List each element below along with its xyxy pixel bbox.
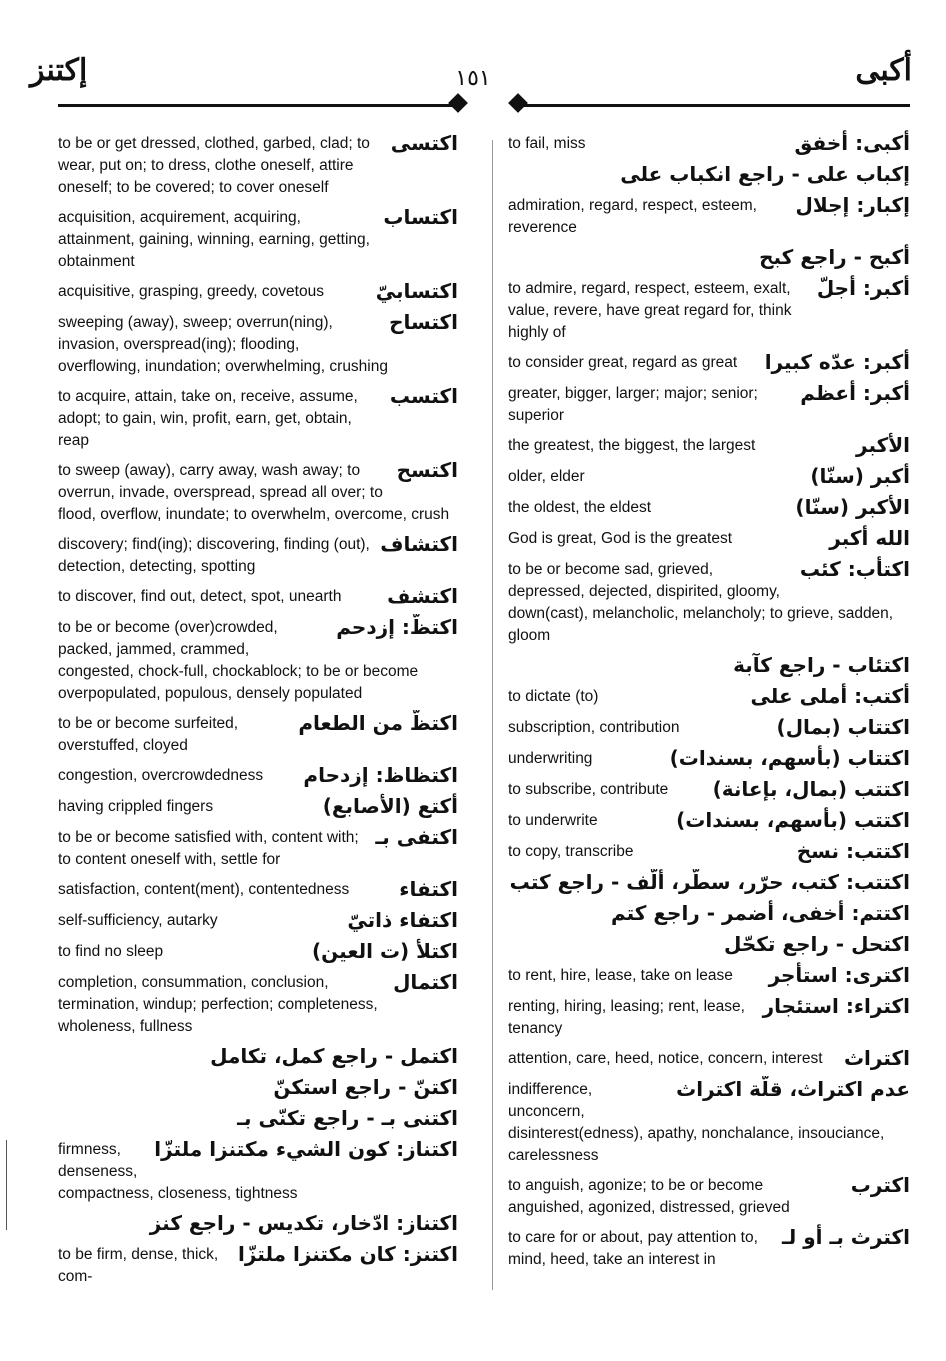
dictionary-entry bbox=[58, 614, 458, 705]
dictionary-entry bbox=[58, 876, 458, 902]
dictionary-entry bbox=[58, 583, 458, 609]
arabic-headword: اكتساح bbox=[389, 310, 458, 334]
arabic-headword: اكتراء: استئجار bbox=[762, 994, 910, 1018]
dictionary-entry bbox=[58, 793, 458, 819]
english-definition: renting, hiring, leasing; rent, lease, tenancy bbox=[508, 998, 745, 1037]
dictionary-entry bbox=[508, 652, 910, 678]
english-definition: to dictate (to) bbox=[508, 688, 599, 705]
english-definition: to be or become sad, grieved, depressed, dejected, dispirited, gloomy, down(cast), melancholic, melancholy; to grieve, sadden, gloom bbox=[508, 561, 894, 644]
arabic-headword: اكتتب (بمال، بإعانة) bbox=[712, 777, 910, 801]
english-definition: indifference, unconcern, disinterest(edness), apathy, nonchalance, insouciance, carelessness bbox=[508, 1081, 885, 1164]
dictionary-entry bbox=[58, 969, 458, 1038]
dictionary-entry bbox=[58, 762, 458, 788]
dictionary-entry bbox=[508, 349, 910, 375]
dictionary-entry bbox=[508, 192, 910, 239]
english-definition: firmness, denseness, compactness, closeness, tightness bbox=[58, 1141, 298, 1202]
header-diamond-right bbox=[508, 93, 528, 113]
dictionary-entry bbox=[508, 161, 910, 187]
dictionary-entry bbox=[508, 1045, 910, 1071]
arabic-headword: اكتفاء bbox=[399, 877, 458, 901]
arabic-headword: اكتحل - راجع تكحّل bbox=[724, 932, 910, 956]
english-definition: the oldest, the eldest bbox=[508, 499, 652, 516]
arabic-headword: اكتشاف bbox=[380, 532, 458, 556]
arabic-headword: عدم اكتراث، قلّة اكتراث bbox=[676, 1077, 910, 1101]
english-definition: to be or become (over)crowded, packed, jammed, crammed, congested, chock-full, chockablock; to be or become overpopulated, populous, densely populated bbox=[58, 619, 419, 702]
dictionary-entry bbox=[508, 380, 910, 427]
english-definition: completion, consummation, conclusion, termination, windup; perfection; completeness, wholeness, fullness bbox=[58, 974, 378, 1035]
dictionary-entry bbox=[508, 463, 910, 489]
arabic-headword: اكتلأ (ت العين) bbox=[312, 939, 458, 963]
english-definition: greater, bigger, larger; major; senior; superior bbox=[508, 385, 758, 424]
english-definition: to underwrite bbox=[508, 812, 598, 829]
english-definition: to be or get dressed, clothed, garbed, clad; to wear, put on; to dress, clothe oneself, attire oneself; to be covered; to cover oneself bbox=[58, 135, 370, 196]
arabic-headword: اكتتب: نسخ bbox=[796, 839, 910, 863]
english-definition: admiration, regard, respect, esteem, reverence bbox=[508, 197, 757, 236]
arabic-headword: اكتسح bbox=[396, 458, 458, 482]
dictionary-entry bbox=[508, 776, 910, 802]
english-definition: to be or become satisfied with, content with; to content oneself with, settle for bbox=[58, 829, 359, 868]
arabic-headword: اكتظّ: إزدحم bbox=[336, 615, 458, 639]
header-rule-right bbox=[512, 104, 910, 107]
english-definition: attention, care, heed, notice, concern, interest bbox=[508, 1050, 823, 1067]
english-definition: congestion, overcrowdedness bbox=[58, 767, 264, 784]
english-definition: acquisitive, grasping, greedy, covetous bbox=[58, 283, 324, 300]
dictionary-entry bbox=[508, 714, 910, 740]
dictionary-entry bbox=[508, 683, 910, 709]
arabic-headword: أكبر: أعظم bbox=[800, 381, 910, 405]
arabic-headword: اكتتب: كتب، حرّر، سطّر، ألّف - راجع كتب bbox=[509, 870, 910, 894]
dictionary-entry bbox=[58, 824, 458, 871]
english-definition: self-sufficiency, autarky bbox=[58, 912, 218, 929]
dictionary-entry bbox=[58, 278, 458, 304]
dictionary-entry bbox=[508, 931, 910, 957]
english-definition: discovery; find(ing); discovering, finding (out), detection, detecting, spotting bbox=[58, 536, 370, 575]
dictionary-entry bbox=[58, 1136, 458, 1205]
arabic-headword: اكتأب: كئب bbox=[799, 557, 910, 581]
arabic-headword: اكترى: استأجر bbox=[768, 963, 910, 987]
dictionary-entry bbox=[58, 938, 458, 964]
arabic-headword: الأكبر (سنّا) bbox=[795, 495, 910, 519]
dictionary-entry bbox=[58, 204, 458, 273]
dictionary-entry bbox=[58, 1210, 458, 1236]
english-definition: the greatest, the biggest, the largest bbox=[508, 437, 756, 454]
dictionary-entry bbox=[58, 1043, 458, 1069]
dictionary-entry bbox=[508, 900, 910, 926]
english-definition: to admire, regard, respect, esteem, exalt, value, revere, have great regard for, think highly of bbox=[508, 280, 792, 341]
arabic-headword: اكتسابيّ bbox=[375, 279, 458, 303]
arabic-headword: اكتراث bbox=[843, 1046, 910, 1070]
arabic-headword: اكتفاء ذاتيّ bbox=[347, 908, 458, 932]
english-definition: having crippled fingers bbox=[58, 798, 214, 815]
page-number: ١٥١ bbox=[455, 66, 491, 91]
arabic-headword: اكتساب bbox=[383, 205, 458, 229]
dictionary-entry bbox=[508, 807, 910, 833]
arabic-headword: الله أكبر bbox=[829, 526, 910, 550]
dictionary-entry bbox=[58, 1105, 458, 1131]
english-definition: to sweep (away), carry away, wash away; to overrun, invade, overspread, spread all over; to flood, overflow, inundate; to overwhelm, overcome, crush bbox=[58, 462, 450, 523]
english-definition: to acquire, attain, take on, receive, assume, adopt; to gain, win, profit, earn, get, obtain, reap bbox=[58, 388, 358, 449]
arabic-headword: اكتنى بـ - راجع تكنّى بـ bbox=[237, 1106, 458, 1130]
arabic-headword: أكبر (سنّا) bbox=[810, 464, 910, 488]
english-definition: to fail, miss bbox=[508, 135, 586, 152]
dictionary-entry bbox=[58, 710, 458, 757]
arabic-headword: اكتظّ من الطعام bbox=[298, 711, 458, 735]
arabic-headword: أكبح - راجع كبح bbox=[759, 245, 910, 269]
arabic-headword: اكتسى bbox=[390, 131, 458, 155]
dictionary-entry bbox=[508, 745, 910, 771]
dictionary-entry bbox=[508, 525, 910, 551]
arabic-headword: أكبى: أخفق bbox=[794, 131, 910, 155]
english-definition: to consider great, regard as great bbox=[508, 354, 738, 371]
dictionary-entry bbox=[508, 1224, 910, 1271]
column-divider bbox=[492, 140, 493, 1290]
arabic-headword: اكتنّ - راجع استكنّ bbox=[273, 1075, 458, 1099]
dictionary-entry bbox=[508, 962, 910, 988]
arabic-headword: اكترب bbox=[850, 1173, 910, 1197]
right-column bbox=[508, 130, 910, 1276]
dictionary-entry bbox=[58, 130, 458, 199]
arabic-headword: اكتناز: ادّخار، تكديس - راجع كنز bbox=[149, 1211, 458, 1235]
arabic-headword: اكتتب (بأسهم، بسندات) bbox=[676, 808, 910, 832]
arabic-headword: اكترث بـ أو لـ bbox=[781, 1225, 910, 1249]
arabic-headword: اكتتاب (بأسهم، بسندات) bbox=[669, 746, 910, 770]
guide-word-right: أكبى bbox=[855, 53, 912, 88]
arabic-headword: أكبر: عدّه كبيرا bbox=[764, 350, 910, 374]
english-definition: subscription, contribution bbox=[508, 719, 680, 736]
dictionary-entry bbox=[508, 556, 910, 647]
dictionary-entry bbox=[58, 1241, 458, 1288]
arabic-headword: إكبار: إجلال bbox=[795, 193, 910, 217]
arabic-headword: أكتب: أملى على bbox=[750, 684, 910, 708]
arabic-headword: اكتظاظ: إزدحام bbox=[303, 763, 458, 787]
header-diamond-left bbox=[448, 93, 468, 113]
english-definition: acquisition, acquirement, acquiring, attainment, gaining, winning, earning, getting, obtainment bbox=[58, 209, 370, 270]
arabic-headword: اكتئاب - راجع كآبة bbox=[733, 653, 910, 677]
dictionary-entry bbox=[58, 309, 458, 378]
arabic-headword: اكتسب bbox=[389, 384, 458, 408]
dictionary-entry bbox=[58, 531, 458, 578]
dictionary-entry bbox=[508, 275, 910, 344]
arabic-headword: اكتفى بـ bbox=[375, 825, 458, 849]
dictionary-entry bbox=[58, 907, 458, 933]
arabic-headword: اكتتم: أخفى، أضمر - راجع كتم bbox=[610, 901, 910, 925]
english-definition: to anguish, agonize; to be or become anguished, agonized, distressed, grieved bbox=[508, 1177, 790, 1216]
dictionary-entry bbox=[508, 1076, 910, 1167]
dictionary-entry bbox=[508, 869, 910, 895]
guide-word-left: إكتنز bbox=[30, 53, 88, 88]
dictionary-entry bbox=[508, 1172, 910, 1219]
dictionary-entry bbox=[508, 432, 910, 458]
english-definition: to be or become surfeited, overstuffed, cloyed bbox=[58, 715, 239, 754]
dictionary-entry bbox=[508, 244, 910, 270]
arabic-headword: اكتناز: كون الشيء مكتنزا ملتزّا bbox=[154, 1137, 458, 1161]
dictionary-entry bbox=[58, 1074, 458, 1100]
english-definition: to find no sleep bbox=[58, 943, 164, 960]
arabic-headword: اكتتاب (بمال) bbox=[776, 715, 910, 739]
arabic-headword: إكباب على - راجع انكباب على bbox=[620, 162, 910, 186]
english-definition: sweeping (away), sweep; overrun(ning), invasion, overspread(ing); flooding, overflowing, inundation; overwhelming, crushing bbox=[58, 314, 388, 375]
dictionary-entry bbox=[58, 383, 458, 452]
arabic-headword: اكتمل - راجع كمل، تكامل bbox=[210, 1044, 458, 1068]
english-definition: underwriting bbox=[508, 750, 593, 767]
english-definition: to rent, hire, lease, take on lease bbox=[508, 967, 733, 984]
arabic-headword: أكتع (الأصابع) bbox=[322, 794, 458, 818]
left-column bbox=[58, 130, 458, 1293]
header-rule-left bbox=[58, 104, 456, 107]
arabic-headword: اكتنز: كان مكتنزا ملتزّا bbox=[238, 1242, 458, 1266]
arabic-headword: الأكبر bbox=[856, 433, 910, 457]
english-definition: God is great, God is the greatest bbox=[508, 530, 733, 547]
english-definition: satisfaction, content(ment), contentedness bbox=[58, 881, 350, 898]
english-definition: to discover, find out, detect, spot, unearth bbox=[58, 588, 342, 605]
english-definition: to care for or about, pay attention to, mind, heed, take an interest in bbox=[508, 1229, 758, 1268]
dictionary-entry bbox=[508, 838, 910, 864]
english-definition: older, elder bbox=[508, 468, 585, 485]
english-definition: to be firm, dense, thick, com- bbox=[58, 1246, 219, 1285]
arabic-headword: أكبر: أجلّ bbox=[816, 276, 910, 300]
arabic-headword: اكتشف bbox=[387, 584, 458, 608]
dictionary-entry bbox=[58, 457, 458, 526]
page-edge-mark bbox=[6, 1140, 7, 1230]
english-definition: to subscribe, contribute bbox=[508, 781, 669, 798]
dictionary-entry bbox=[508, 130, 910, 156]
arabic-headword: اكتمال bbox=[393, 970, 458, 994]
dictionary-entry bbox=[508, 993, 910, 1040]
english-definition: to copy, transcribe bbox=[508, 843, 634, 860]
dictionary-entry bbox=[508, 494, 910, 520]
